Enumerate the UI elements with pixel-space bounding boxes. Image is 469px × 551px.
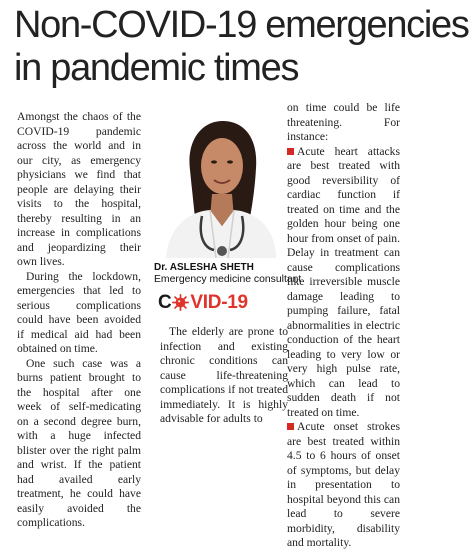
bullet-paragraph [287, 145, 400, 421]
paragraph: on time could be life threatening. For instance: [287, 101, 400, 143]
logo-text-end: VID-19 [190, 292, 248, 313]
logo-text-start: C [158, 292, 172, 313]
article-column-2 [160, 325, 288, 427]
paragraph: One such case was a burns patient brought to the hospital after one week of self-medicating on a second degree burn, with a huge infected blister over the right palm and wrist. If the patient had availed early treatment, he could have easily avoided the complications. [17, 356, 141, 529]
covid-19-logo [158, 292, 248, 314]
paragraph: The elderly are prone to infection and existing chronic conditions can cause life-threatening complications if not treated immediately. It is highly advisable for adults to [160, 325, 288, 425]
paragraph: Amongst the chaos of the COVID-19 pandemic across the world and in our city, as emergency physicians we find that people are delaying their visits to the hospital, thereby resulting in an increase in complications and jeopardizing their own lives. [17, 110, 141, 268]
virus-icon [172, 294, 189, 311]
bullet-text: Acute heart attacks are best treated with good reversibility of cardiac function if treated on time and the golden hour being one hour from onset of pain. Delay in treatment can cause complications like irreversible muscle damage leading to pumping failure, fatal abnormalities in electric conduction of the heart leading to very low or very high pulse rate, which can lead to sudden death if not treated on time. [287, 144, 400, 419]
author-role: Emergency medicine consultant [154, 274, 302, 285]
bullet-paragraph [287, 420, 400, 551]
paragraph: During the lockdown, emergencies that led to serious complications could have been avoided if medical aid had been obtained on time. [17, 269, 141, 355]
article-column-1 [17, 110, 141, 531]
bullet-square-icon [287, 423, 294, 430]
article-column-3 [287, 101, 400, 551]
author-photo [152, 108, 286, 258]
bullet-square-icon [287, 148, 294, 155]
headline-line-1: Non-COVID-19 emergencies [14, 4, 469, 46]
bullet-text: Acute onset strokes are best treated within 4.5 to 6 hours of onset of symptoms, but delay in presentation to hospital beyond this can lead to severe morbidity, disability and mortality. [287, 420, 400, 549]
headline-line-2: in pandemic times [14, 47, 299, 89]
headline [14, 4, 469, 90]
byline [154, 262, 302, 285]
author-name: Dr. ASLESHA SHETH [154, 262, 254, 273]
